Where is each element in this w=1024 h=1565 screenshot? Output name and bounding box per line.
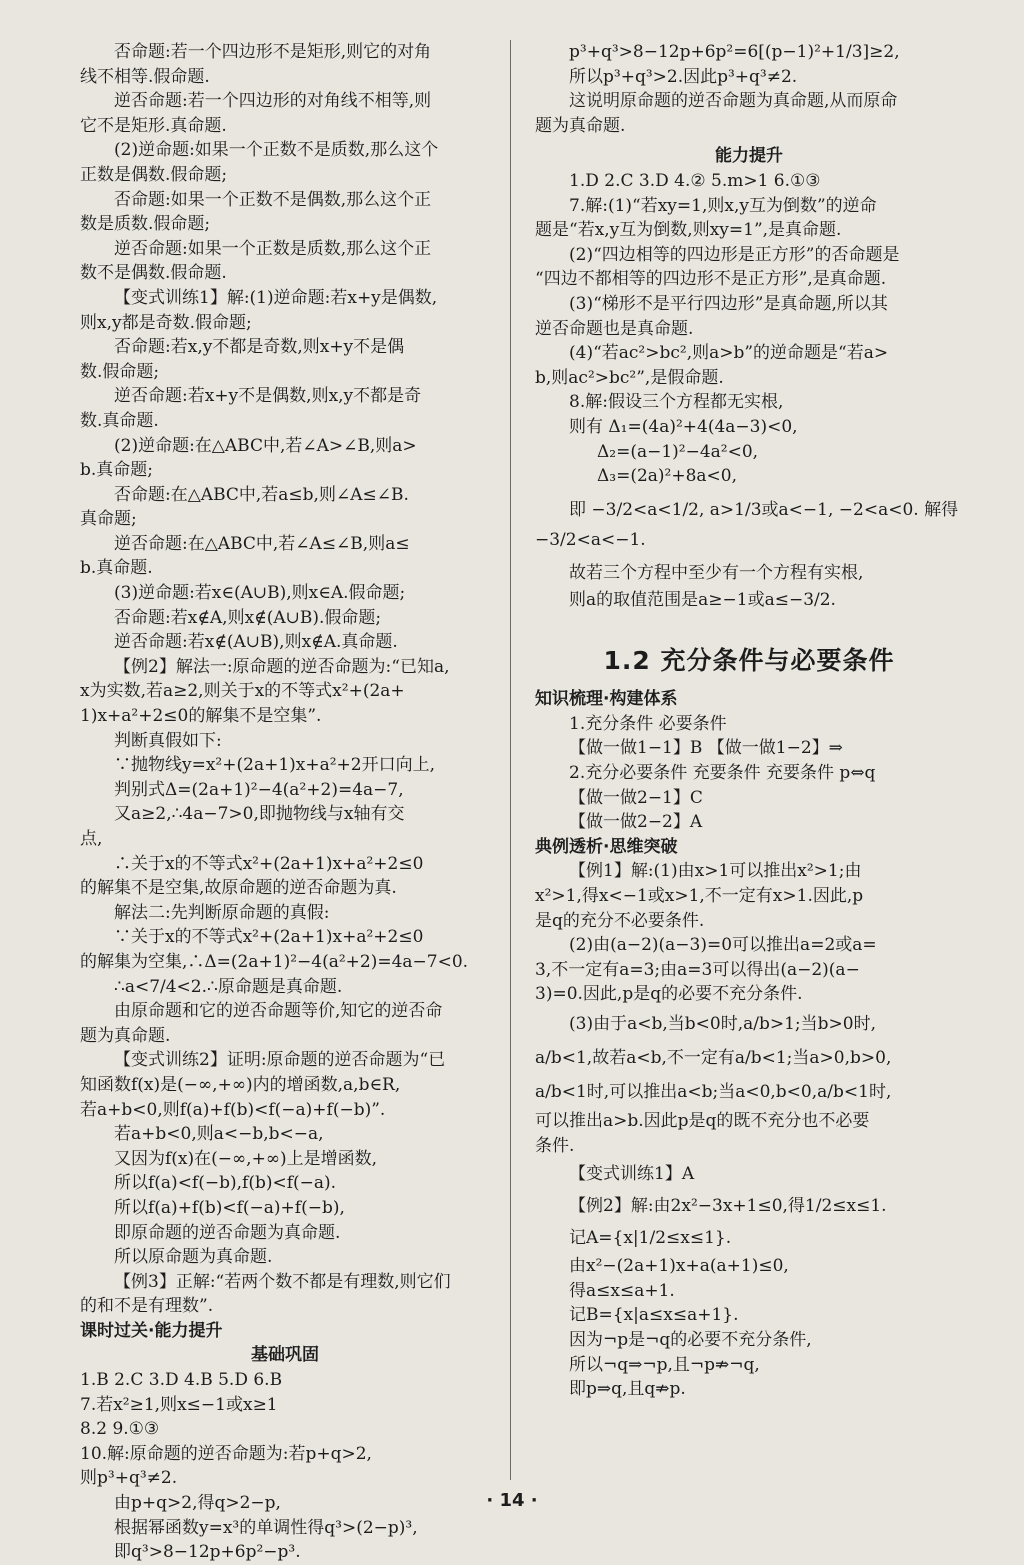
text-line: (3)由于a<b,当b<0时,a/b>1;当b>0时, [569, 1014, 876, 1034]
text-line: 8.解:假设三个方程都无实根, [569, 392, 784, 413]
text-line: 条件. [535, 1135, 575, 1156]
text-line: b.真命题; [80, 460, 154, 481]
text-line: 1)x+a²+2≤0的解集不是空集”. [80, 706, 322, 727]
text-line: (2)逆命题:在△ABC中,若∠A>∠B,则a> [114, 435, 417, 456]
text-line: 2.充分必要条件 充要条件 充要条件 p⇔q [569, 763, 876, 784]
text-line: 知函数f(x)是(−∞,+∞)内的增函数,a,b∈R, [80, 1074, 401, 1095]
text-line: 可以推出a>b.因此p是q的既不充分也不必要 [535, 1111, 870, 1131]
text-line: 又a≥2,∴4a−7>0,即抛物线与x轴有交 [114, 804, 405, 825]
left-column [80, 40, 490, 1565]
text-line: 【例2】解:由2x²−3x+1≤0,得1/2≤x≤1. [569, 1196, 887, 1217]
text-line: 否命题:若x,y不都是奇数,则x+y不是偶 [114, 337, 405, 358]
text-line: 是q的充分不必要条件. [535, 910, 705, 931]
text-line: a/b<1时,可以推出a<b;当a<0,b<0,a/b<1时, [535, 1082, 892, 1102]
text-line: 否命题:若x∉A,则x∉(A∪B).假命题; [114, 607, 382, 628]
text-line: b,则ac²>bc²”,是假命题. [535, 367, 724, 388]
text-line: 【例1】解:(1)由x>1可以推出x²>1;由 [569, 861, 862, 882]
text-line: 【例2】解法一:原命题的逆否命题为:“已知a, [114, 656, 450, 677]
text-line: 记A={x|1/2≤x≤1}. [569, 1228, 732, 1249]
text-line: 【做一做2−1】C [569, 787, 703, 808]
text-line: 题是“若x,y互为倒数,则xy=1”,是真命题. [535, 220, 842, 241]
text-line: 故若三个方程中至少有一个方程有实根, [569, 562, 864, 583]
text-line: 的和不是有理数”. [80, 1296, 214, 1317]
equation-line: Δ₂=(a−1)²−4a²<0, [597, 441, 759, 462]
section-heading: 课时过关·能力提升 [80, 1320, 223, 1341]
text-line: 又因为f(x)在(−∞,+∞)上是增函数, [114, 1148, 378, 1169]
text-line: 即p⇒q,且q⇏p. [569, 1379, 686, 1400]
text-line: a/b<1,故若a<b,不一定有a/b<1;当a>0,b>0, [535, 1048, 892, 1068]
right-column [535, 40, 963, 1402]
text-line: 的解集为空集,∴Δ=(2a+1)²−4(a²+2)=4a−7<0. [80, 951, 469, 972]
text-line: 即q³>8−12p+6p²−p³. [114, 1542, 301, 1563]
text-line: 根据幂函数y=x³的单调性得q³>(2−p)³, [114, 1517, 418, 1538]
text-line: 否命题:在△ABC中,若a≤b,则∠A≤∠B. [114, 484, 409, 505]
text-line: 记B={x|a≤x≤a+1}. [569, 1305, 739, 1326]
subsection-heading: 能力提升 [715, 146, 783, 167]
text-line: 判别式Δ=(2a+1)²−4(a²+2)=4a−7, [114, 779, 404, 800]
text-line: 逆否命题:若x+y不是偶数,则x,y不都是奇 [114, 386, 422, 407]
text-line: 数.真命题. [80, 410, 159, 431]
text-line: 得a≤x≤a+1. [569, 1280, 675, 1301]
text-line: 它不是矩形.真命题. [80, 115, 227, 136]
text-line: 若a+b<0,则f(a)+f(b)<f(−a)+f(−b)”. [80, 1099, 386, 1120]
text-line: 3)=0.因此,p是q的必要不充分条件. [535, 984, 803, 1005]
text-line: 真命题; [80, 509, 137, 530]
text-line: 【变式训练1】解:(1)逆命题:若x+y是偶数, [114, 287, 438, 308]
text-line: ∵关于x的不等式x²+(2a+1)x+a²+2≤0 [114, 927, 424, 948]
text-line: 判断真假如下: [114, 730, 222, 751]
text-line: 则p³+q³≠2. [80, 1468, 178, 1489]
answer-line: 1.B 2.C 3.D 4.B 5.D 6.B [80, 1370, 283, 1391]
text-line: p³+q³>8−12p+6p²=6[(p−1)²+1/3]≥2, [569, 42, 900, 62]
text-line: (3)“梯形不是平行四边形”是真命题,所以其 [569, 293, 888, 314]
text-line: (4)“若ac²>bc²,则a>b”的逆命题是“若a> [569, 343, 889, 364]
text-line: 若a+b<0,则a<−b,b<−a, [114, 1124, 324, 1145]
text-line: 由p+q>2,得q>2−p, [114, 1493, 281, 1514]
text-line: x为实数,若a≥2,则关于x的不等式x²+(2a+ [80, 681, 405, 702]
text-line: 所以¬q⇒¬p,且¬p⇏¬q, [569, 1354, 760, 1375]
text-line: 线不相等.假命题. [80, 66, 210, 87]
text-line: 逆否命题:若一个四边形的对角线不相等,则 [114, 91, 432, 112]
text-line: 所以p³+q³>2.因此p³+q³≠2. [569, 66, 798, 87]
page-number: · 14 · [486, 1490, 538, 1511]
answer-line: 8.2 9.①③ [80, 1419, 160, 1440]
text-line: 【变式训练2】证明:原命题的逆否命题为“已 [114, 1050, 446, 1071]
text-line: (3)逆命题:若x∈(A∪B),则x∈A.假命题; [114, 583, 406, 604]
text-line: 【做一做1−1】B 【做一做1−2】⇒ [569, 738, 843, 759]
equation-line: 即 −3/2<a<1/2, a>1/3或a<−1, −2<a<0. 解得−3/2<a<−1. [535, 499, 959, 550]
text-line: x²>1,得x<−1或x>1,不一定有x>1.因此,p [535, 886, 864, 907]
text-line: (2)“四边相等的四边形是正方形”的否命题是 [569, 244, 900, 265]
text-line: (2)逆命题:如果一个正数不是质数,那么这个 [114, 140, 439, 161]
answer-line: 1.D 2.C 3.D 4.② 5.m>1 6.①③ [569, 170, 821, 191]
text-line: 解法二:先判断原命题的真假: [114, 902, 330, 923]
text-line: 则x,y都是奇数.假命题; [80, 312, 252, 333]
text-line: 所以原命题为真命题. [114, 1247, 273, 1268]
text-line: 的解集不是空集,故原命题的逆否命题为真. [80, 878, 397, 899]
section-heading: 典例透析·思维突破 [535, 836, 678, 857]
text-line: 逆否命题:若x∉(A∪B),则x∉A.真命题. [114, 632, 398, 653]
text-line: (2)由(a−2)(a−3)=0可以推出a=2或a= [569, 935, 877, 956]
equation-line: 则有 Δ₁=(4a)²+4(4a−3)<0, [569, 416, 798, 437]
text-line: 所以f(a)+f(b)<f(−a)+f(−b), [114, 1197, 345, 1218]
equation-line: Δ₃=(2a)²+8a<0, [597, 466, 738, 487]
text-line: 题为真命题. [535, 115, 626, 136]
text-line: 【变式训练1】A [569, 1164, 695, 1185]
text-line: ∴a<7/4<2.∴原命题是真命题. [114, 976, 343, 997]
text-line: 否命题:如果一个正数不是偶数,那么这个正 [114, 189, 432, 210]
text-line: 因为¬p是¬q的必要不充分条件, [569, 1329, 812, 1350]
text-line: 即原命题的逆否命题为真命题. [114, 1222, 341, 1243]
text-line: ∵抛物线y=x²+(2a+1)x+a²+2开口向上, [114, 755, 436, 776]
text-line: 3,不一定有a=3;由a=3可以得出(a−2)(a− [535, 959, 860, 980]
column-divider [510, 40, 511, 1480]
text-line: 数不是偶数.假命题. [80, 263, 227, 284]
text-line: 1.充分条件 必要条件 [569, 713, 727, 734]
text-line: 10.解:原命题的逆否命题为:若p+q>2, [80, 1443, 372, 1464]
text-line: 逆否命题:如果一个正数是质数,那么这个正 [114, 238, 432, 259]
text-line: “四边不都相等的四边形不是正方形”,是真命题. [535, 269, 887, 290]
text-line: 由x²−(2a+1)x+a(a+1)≤0, [569, 1256, 789, 1277]
subsection-heading: 基础巩固 [251, 1345, 319, 1366]
text-line: 数.假命题; [80, 361, 160, 382]
text-line: 否命题:若一个四边形不是矩形,则它的对角 [114, 42, 432, 62]
text-line: 这说明原命题的逆否命题为真命题,从而原命 [569, 91, 898, 112]
text-line: 【例3】正解:“若两个数不都是有理数,则它们 [114, 1271, 451, 1292]
text-line: 7.解:(1)“若xy=1,则x,y互为倒数”的逆命 [569, 195, 877, 216]
answer-line: 7.若x²≥1,则x≤−1或x≥1 [80, 1394, 278, 1415]
text-line: b.真命题. [80, 558, 153, 579]
text-line: 逆否命题:在△ABC中,若∠A≤∠B,则a≤ [114, 533, 410, 554]
text-line: 点, [80, 829, 103, 849]
text-line: 题为真命题. [80, 1025, 171, 1046]
text-line: 正数是偶数.假命题; [80, 164, 228, 185]
text-line: ∴关于x的不等式x²+(2a+1)x+a²+2≤0 [114, 853, 424, 874]
section-heading: 知识梳理·构建体系 [535, 689, 678, 710]
chapter-heading: 1.2 充分条件与必要条件 [603, 646, 895, 676]
text-line: 则a的取值范围是a≥−1或a≤−3/2. [569, 590, 836, 611]
text-line: 数是质数.假命题; [80, 214, 211, 235]
text-line: 逆否命题也是真命题. [535, 318, 694, 339]
text-line: 所以f(a)<f(−b),f(b)<f(−a). [114, 1173, 337, 1194]
text-line: 【做一做2−2】A [569, 812, 703, 833]
text-line: 由原命题和它的逆否命题等价,知它的逆否命 [114, 1001, 443, 1022]
